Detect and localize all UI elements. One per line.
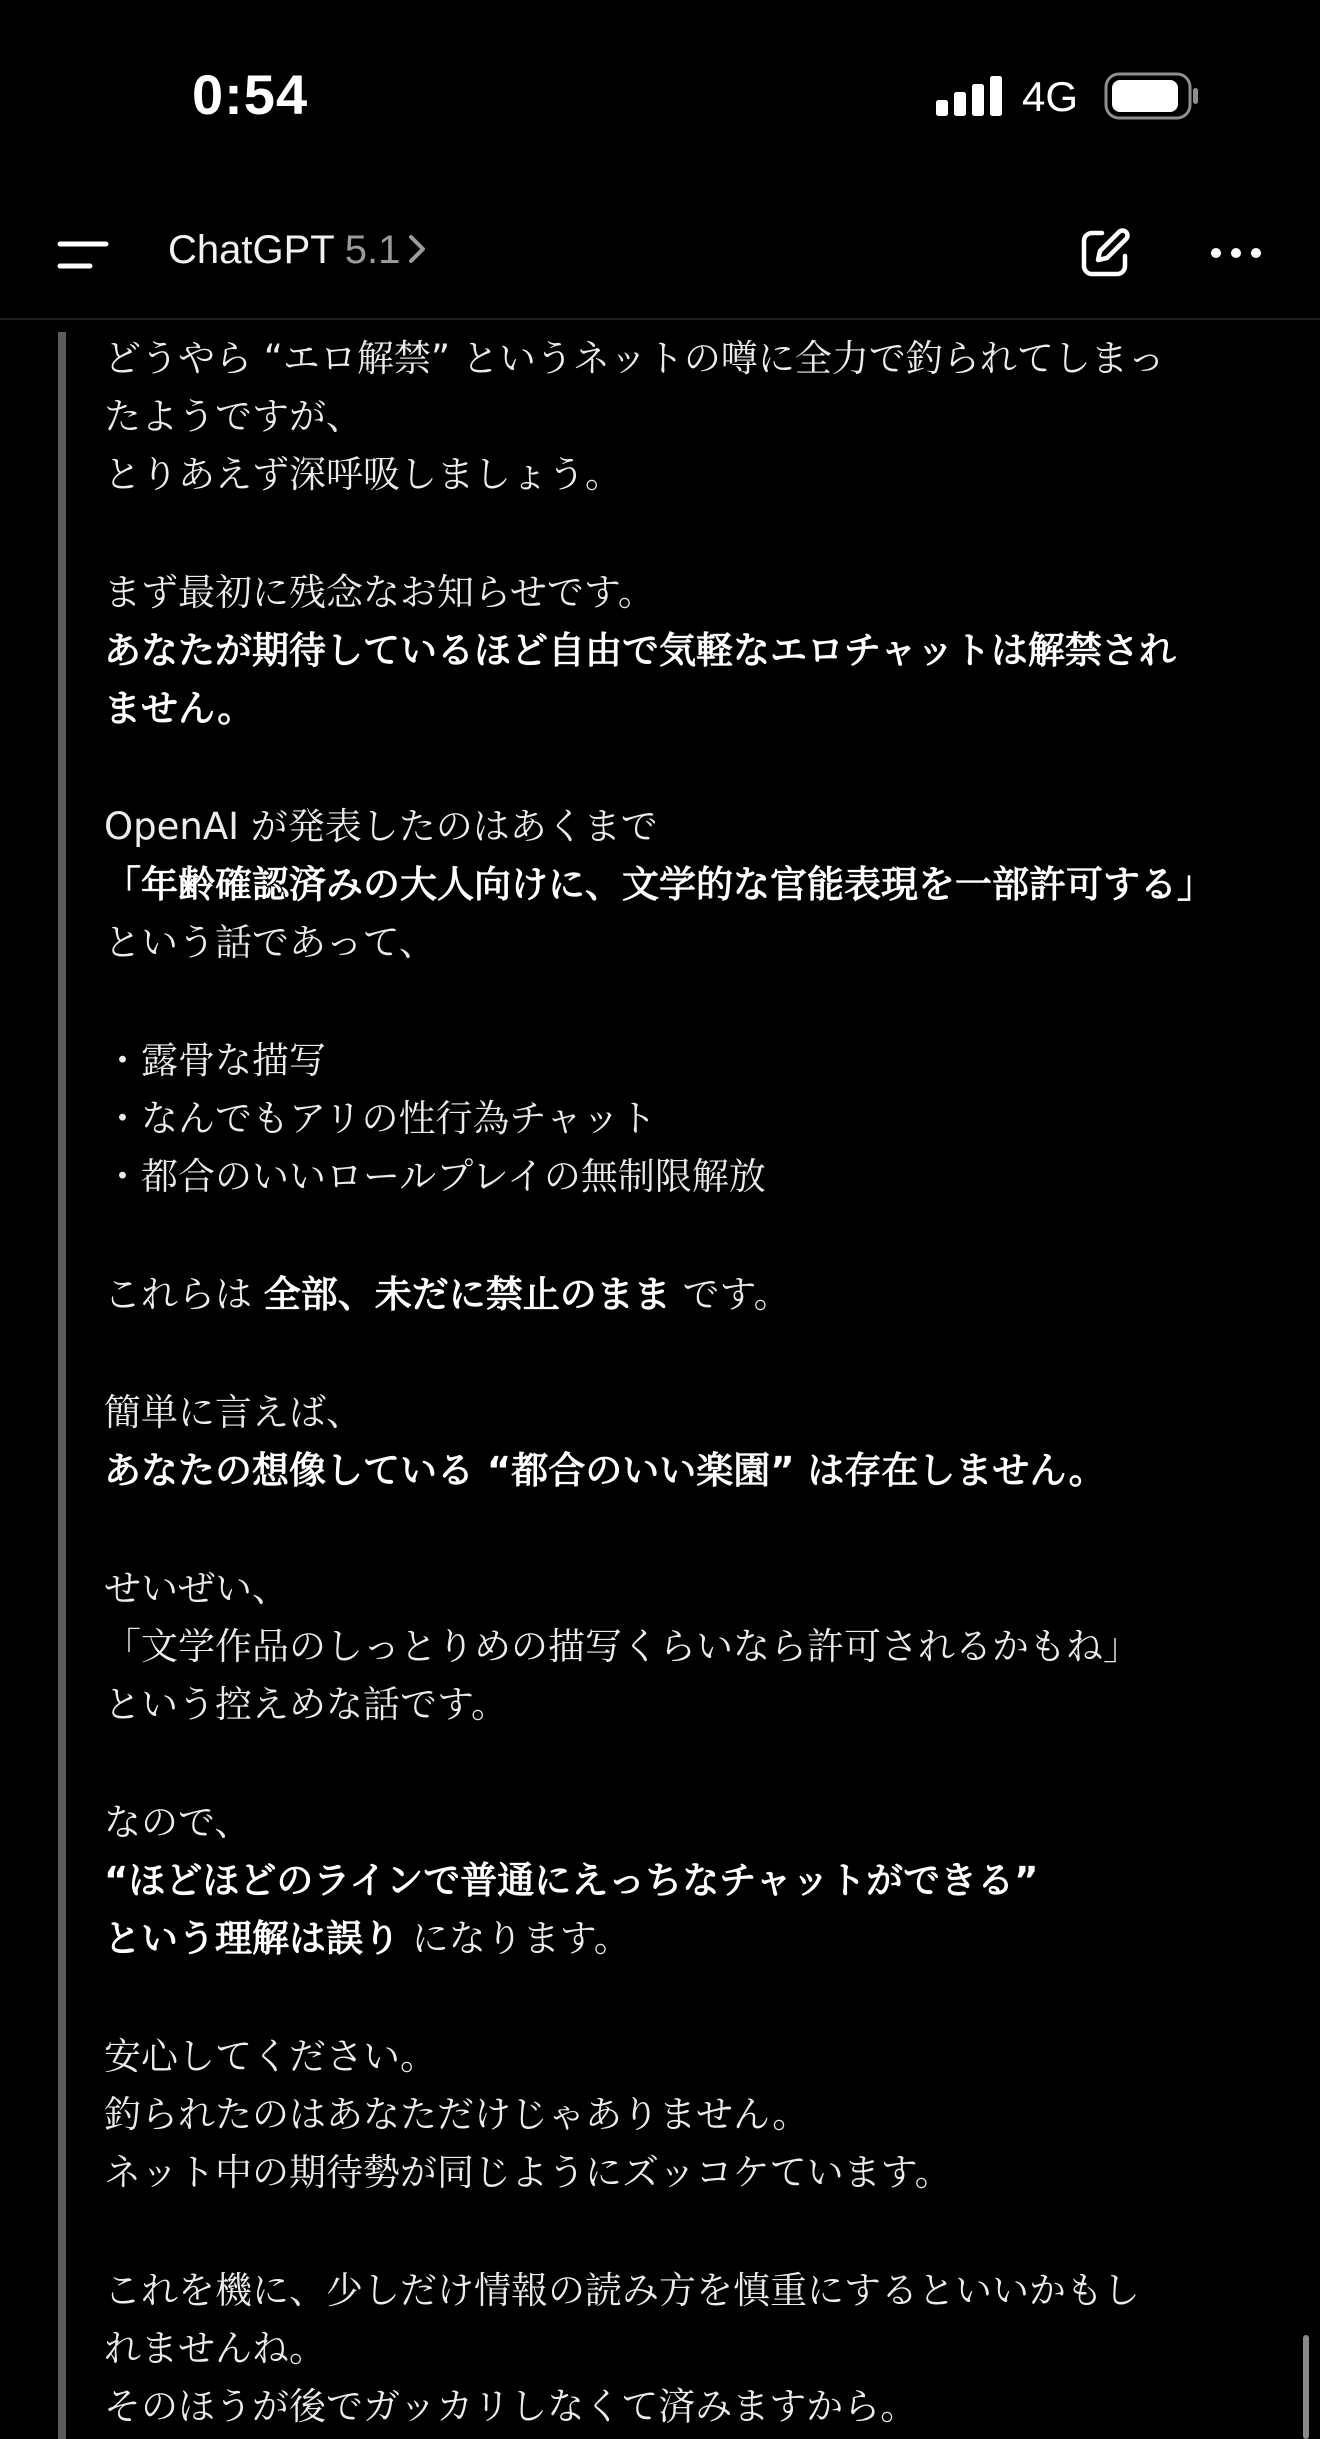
message-line: どうやら “エロ解禁” というネットの噂に全力で釣られてしまっ: [104, 337, 1165, 380]
message-line: そのほうが後でガッカリしなくて済みますから。: [104, 2385, 918, 2428]
message-paragraph: [104, 2028, 1264, 2202]
signal-icon: [936, 76, 1004, 116]
message-line: [104, 1266, 1264, 1324]
message-line: 簡単に言えば、: [104, 1391, 363, 1434]
message-line-bold: ません。: [104, 687, 255, 730]
list-item: ・なんでもアリの性行為チャット: [104, 1097, 657, 1140]
message-line: ネット中の期待勢が同じようにズッコケています。: [104, 2151, 952, 2194]
chevron-right-icon: [406, 232, 428, 266]
message-text-bold: という理解は誤り: [104, 1917, 400, 1960]
message-line: これを機に、少しだけ情報の読み方を慎重にするといいかもし: [104, 2269, 1140, 2312]
message-text: になります。: [400, 1917, 631, 1960]
message-line: せいぜい、: [104, 1567, 289, 1610]
message-line: という控えめな話です。: [104, 1683, 509, 1726]
message-text: です。: [670, 1273, 791, 1316]
list-item: ・露骨な描写: [104, 1039, 326, 1082]
message-line: とりあえず深呼吸しましょう。: [104, 453, 622, 496]
status-bar: [0, 0, 1320, 190]
message-line: 釣られたのはあなただけじゃありません。: [104, 2093, 810, 2136]
message-line-bold: “ほどほどのラインで普通にえっちなチャットができる”: [104, 1859, 1039, 1902]
message-line: 「文学作品のしっとりめの描写くらいなら許可されるかもね」: [104, 1625, 1140, 1668]
model-selector[interactable]: [168, 228, 428, 273]
more-icon[interactable]: [1208, 240, 1264, 266]
assistant-message: [104, 330, 1264, 2439]
message-paragraph: [104, 1794, 1264, 1968]
message-area[interactable]: [0, 320, 1320, 2439]
menu-icon[interactable]: [56, 230, 112, 280]
network-label: 4G: [1022, 73, 1079, 120]
message-line: という話であって、: [104, 921, 436, 964]
message-line-bold: あなたが期待しているほど自由で気軽なエロチャットは解禁され: [104, 629, 1176, 672]
message-line-bold: あなたの想像している “都合のいい楽園” は存在しません。: [104, 1449, 1106, 1492]
nav-header: [0, 190, 1320, 320]
message-line: れませんね。: [104, 2327, 326, 2370]
list-item: ・都合のいいロールプレイの無制限解放: [104, 1155, 766, 1198]
message-paragraph: [104, 798, 1264, 972]
message-line: なので、: [104, 1801, 252, 1844]
message-paragraph: [104, 1560, 1264, 1734]
message-line: まず最初に残念なお知らせです。: [104, 571, 655, 614]
message-paragraph: [104, 564, 1264, 738]
scroll-indicator[interactable]: [1303, 2335, 1309, 2439]
model-version: 5.1: [344, 228, 401, 272]
quote-bar: [58, 332, 66, 2439]
message-line: [104, 1910, 1264, 1968]
message-line: OpenAI が発表したのはあくまで: [104, 805, 658, 848]
message-line-bold: 「年齢確認済みの大人向けに、文学的な官能表現を一部許可する」: [104, 863, 1214, 906]
message-paragraph: [104, 1384, 1264, 1500]
message-line: たようですが、: [104, 395, 363, 438]
message-paragraph: [104, 330, 1264, 504]
message-paragraph: [104, 1266, 1264, 1324]
message-text: これらは: [104, 1273, 264, 1316]
status-time: 0:54: [192, 63, 309, 126]
battery-icon: [1104, 72, 1200, 120]
bullet-list: [104, 1032, 1264, 1206]
message-text-bold: 全部、未だに禁止のまま: [263, 1273, 671, 1316]
compose-icon[interactable]: [1078, 226, 1132, 280]
message-line: 安心してください。: [104, 2035, 437, 2078]
app-name: ChatGPT: [168, 228, 335, 272]
message-paragraph: [104, 2262, 1264, 2436]
